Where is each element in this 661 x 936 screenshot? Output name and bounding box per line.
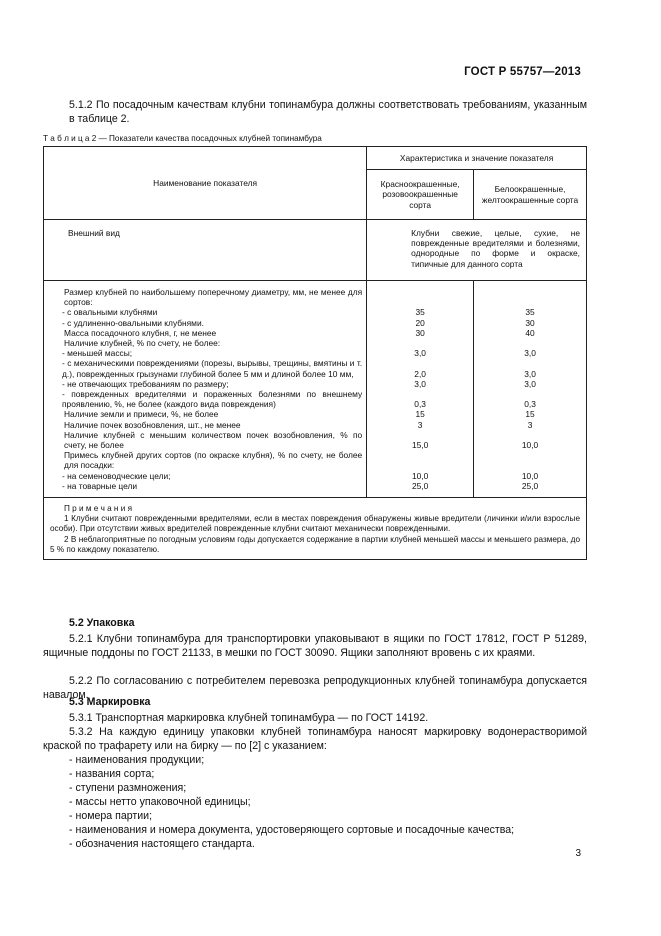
table-row-value: 15 [525, 409, 535, 420]
table-row-value: 10,0 [521, 470, 539, 481]
table-row-label: - поврежденных вредителями и пораженных болезнями по внешнему проявлению, %, не более (каждого вида повреждения) [62, 389, 363, 410]
values-red-list [369, 287, 471, 491]
values-red [367, 281, 474, 498]
table-row-value [369, 450, 471, 470]
table-row-value: 35 [415, 307, 425, 318]
row-notes [44, 498, 587, 560]
table-row-value: 3,0 [414, 348, 426, 359]
table-header-row [44, 147, 587, 170]
table-row-value: 15 [415, 409, 425, 420]
table-caption: Т а б л и ц а 2 — Показатели качества посадочных клубней топинамбура [43, 134, 322, 143]
table-row-value: 15,0 [411, 440, 429, 451]
table-row-value: 3 [527, 419, 533, 430]
marking-list [69, 753, 514, 851]
paragraph-5-3-1: 5.3.1 Транспортная маркировка клубней топинамбура — по ГОСТ 14192. [69, 712, 429, 724]
values-white-list [476, 287, 584, 491]
section-5-3-title: 5.3 Маркировка [69, 696, 151, 708]
table-row-label: Размер клубней по наибольшему поперечному диаметру, мм, не менее для сортов: [64, 287, 363, 308]
table-row-value: 3 [417, 419, 423, 430]
quality-table [43, 146, 587, 560]
marking-item: - названия сорта; [69, 768, 155, 780]
table-row-value: 40 [525, 327, 535, 338]
notes-title: П р и м е ч а н и я [64, 504, 133, 514]
row-values [44, 281, 587, 498]
table-row-value: 25,0 [521, 480, 539, 491]
table-row-label: Наличие почек возобновления, шт., не менее [64, 419, 241, 430]
values-white [474, 281, 587, 498]
table-row-value: 20 [415, 317, 425, 328]
note-2: 2 В неблагоприятные по погодным условиям годы допускается содержание в партии клубней меньшей массы и меньшего размера, до 5 % по каждому показателю. [50, 534, 580, 554]
table-row-value: 3,0 [524, 348, 536, 359]
table-row-label: Наличие клубней с меньшим количеством почек возобновления, % по счету, не более [64, 429, 363, 451]
header-indicator-name: Наименование показателя [44, 147, 367, 220]
row-appearance [44, 220, 587, 281]
table-notes [44, 498, 587, 560]
table-row-value: 30 [525, 317, 535, 328]
standard-header: ГОСТ Р 55757—2013 [464, 66, 581, 78]
values-labels [44, 281, 367, 498]
table-row-value: 10,0 [411, 470, 429, 481]
marking-item: - номера партии; [69, 810, 153, 822]
table-row-label: - с удлиненно-овальными клубнями. [62, 317, 204, 328]
appearance-value: Клубни свежие, целые, сухие, не поврежденные вредителями и болезнями, однородные по форме и окраске, типичные для данного сорта [367, 220, 587, 281]
paragraph-5-2-2: 5.2.2 По согласованию с потребителем перевозка репродукционных клубней топинамбура допускается навалом. [43, 675, 587, 701]
table-row-value [476, 338, 584, 348]
table-row-label: Наличие клубней, % по счету, не более: [64, 338, 221, 349]
table-row-label: - с механическими повреждениями (порезы, вырывы, трещины, вмятины и т. д.), поврежденных грызунами глубиной более 5 мм и длиной более 10 мм, [62, 358, 363, 379]
table-row-label: - на товарные цели [62, 480, 138, 491]
table-row-label: - не отвечающих требованиям по размеру; [62, 378, 229, 389]
table-row-value: 0,3 [414, 399, 426, 410]
section-5-2-title: 5.2 Упаковка [69, 617, 135, 629]
table-row-value: 35 [525, 307, 535, 318]
table-row-label: - меньшей массы; [62, 348, 133, 359]
table-row-value: 25,0 [411, 480, 429, 491]
table-row-label: - с овальными клубнями [62, 307, 158, 318]
table-row-value: 3,0 [414, 378, 426, 389]
marking-item: - массы нетто упаковочной единицы; [69, 796, 251, 808]
table-row-value: 10,0 [521, 440, 539, 451]
table-row-label: Примесь клубней других сортов (по окраске клубня), % по счету, не более для посадки: [64, 450, 363, 471]
page-number: 3 [575, 848, 581, 859]
paragraph-5-2-1: 5.2.1 Клубни топинамбура для транспортировки упаковывают в ящики по ГОСТ 17812, ГОСТ Р 51289, ящичные поддоны по ГОСТ 21133, в мешки по ГОСТ 30090. Ящики заполняют вровень с их краями. [43, 633, 587, 659]
table-row-label: - на семеноводческие цели; [62, 470, 171, 481]
marking-item: - ступени размножения; [69, 782, 187, 794]
table-row-value: 3,0 [524, 378, 536, 389]
marking-item: - наименования продукции; [69, 754, 205, 766]
table-row-value [476, 287, 584, 307]
table-row-value [476, 450, 584, 470]
table-row-label: Наличие земли и примеси, %, не более [64, 409, 219, 420]
table-row-value: 3,0 [524, 368, 536, 379]
header-characteristic: Характеристика и значение показателя [367, 147, 587, 170]
paragraph-5-3-2: 5.3.2 На каждую единицу упаковки клубней топинамбура наносят маркировку водонерастворимой краской по трафарету или на бирку — по [2] с указанием: [43, 726, 587, 752]
labels-list [54, 287, 362, 491]
note-1: 1 Клубни считают поврежденными вредителями, если в местах повреждения обнаружены живые вредители (личинки и/или взрослые особи). При отсутствии живых вредителей поврежденные клубни считают механически поврежденными. [50, 514, 580, 534]
paragraph-5-1-2: 5.1.2 По посадочным качествам клубни топинамбура должны соответствовать требованиям, указанным в таблице 2. [69, 99, 587, 125]
table-row-value: 30 [415, 327, 425, 338]
table-row-value: 0,3 [524, 399, 536, 410]
table-row-value [369, 338, 471, 348]
header-white-varieties: Белоокрашенные, желтоокрашенные сорта [474, 170, 587, 220]
table-row-value: 2,0 [414, 368, 426, 379]
table-row-value [369, 287, 471, 307]
appearance-label: Внешний вид [44, 220, 367, 281]
header-red-varieties: Красноокрашенные, розовоокрашенные сорта [367, 170, 474, 220]
table-row-label: Масса посадочного клубня, г, не менее [64, 327, 217, 338]
marking-item: - наименования и номера документа, удостоверяющего сортовые и посадочные качества; [69, 824, 515, 836]
marking-item: - обозначения настоящего стандарта. [69, 838, 255, 850]
